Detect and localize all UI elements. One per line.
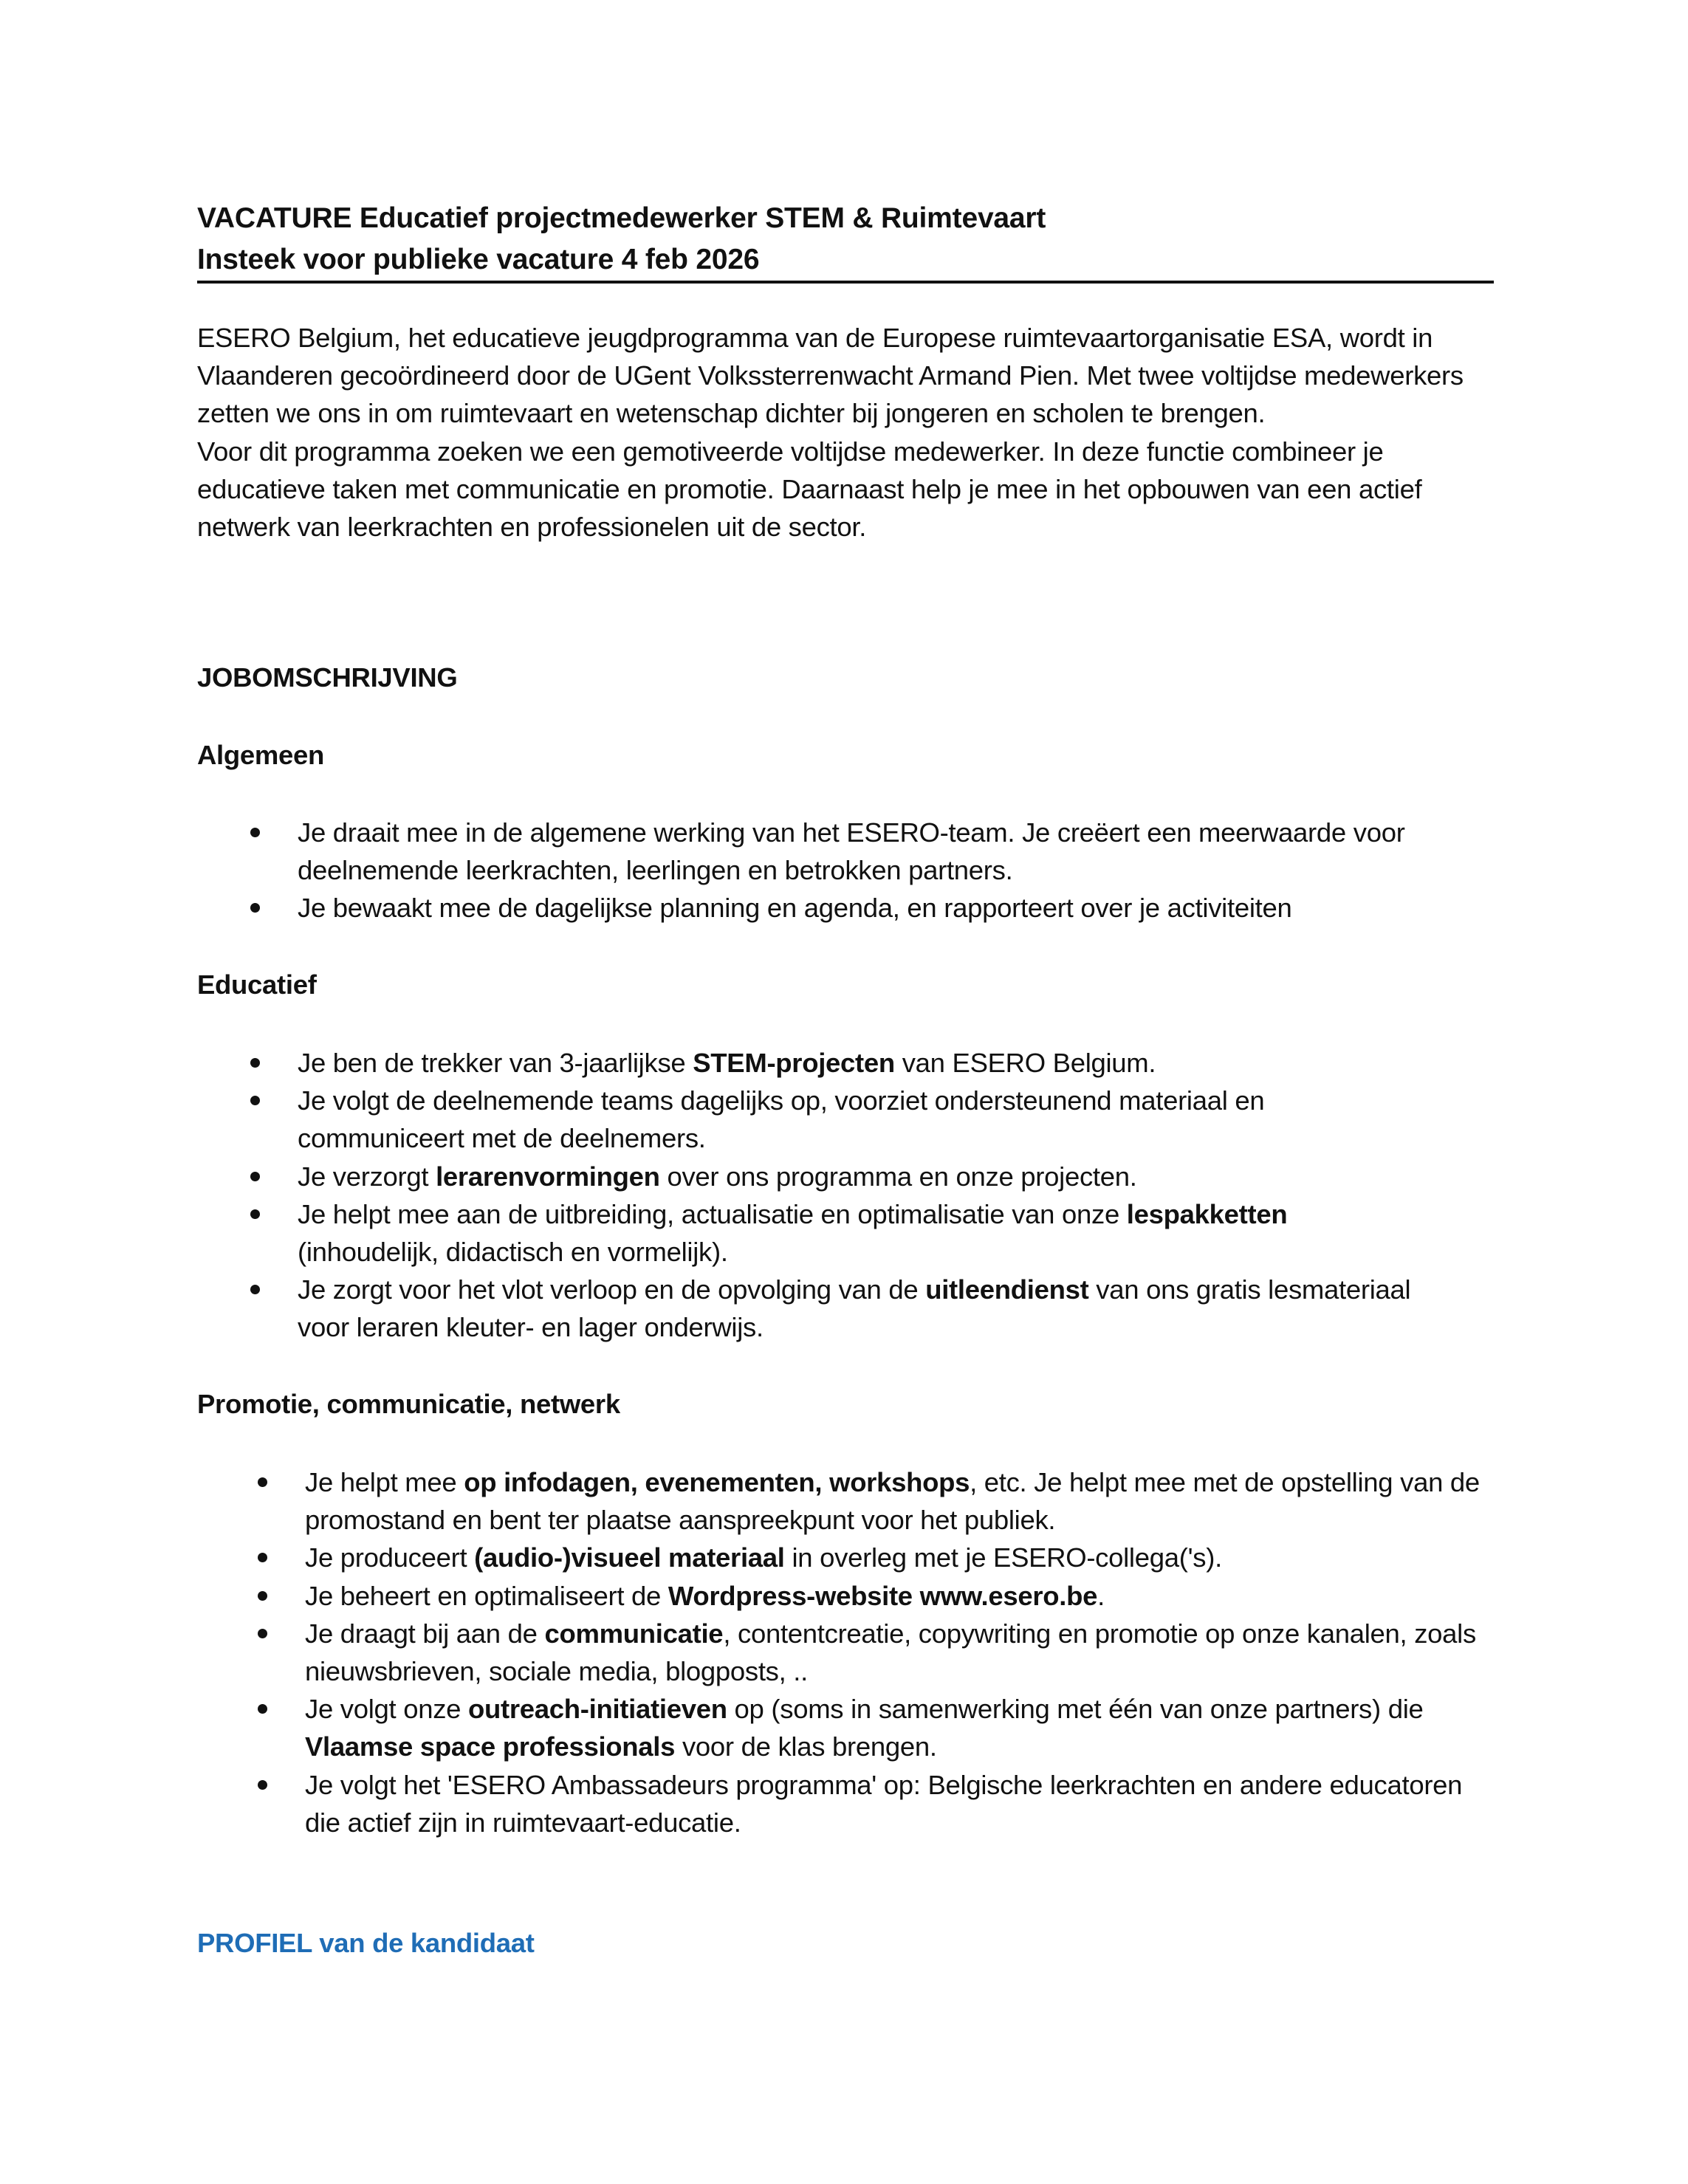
item-text: van ESERO Belgium. [894,1048,1156,1078]
item-text: Je helpt mee [305,1467,464,1497]
item-text: Je bewaakt mee de dagelijkse planning en agenda, en rapporteert over je activiteiten [298,893,1292,924]
item-text: Je ben de trekker van 3-jaarlijkse [298,1048,693,1078]
bullet-icon [258,1477,267,1487]
bullet-icon [258,1629,267,1638]
item-text: over ons programma en onze projecten. [659,1161,1137,1192]
emphasis-text: uitleendienst [925,1274,1089,1305]
item-text: Je beheert en optimaliseert de [305,1580,668,1611]
bullet-icon [258,1553,267,1562]
list-item [197,1195,1423,1271]
title-line-2: Insteek voor publieke vacature 4 feb 2026 [197,244,760,275]
bullet-icon [250,903,260,913]
list-item [197,814,1423,889]
item-text: (inhoudelijk, didactisch en vormelijk). [298,1237,728,1268]
list-item [197,1766,1482,1841]
item-text: Je draait mee in de algemene werking van het ESERO-team. Je creëert een meerwaarde voor deelnemende leerkrachten, leerlingen en betrokken partners. [298,817,1405,886]
item-text: Je volgt de deelnemende teams dagelijks op, voorziet ondersteunend materiaal en communiceert met de deelnemers. [298,1085,1265,1154]
section-heading-promotie: Promotie, communicatie, netwerk [197,1389,620,1419]
list-item [197,1271,1423,1346]
list-item [197,889,1423,927]
section-heading-educatief: Educatief [197,969,317,1000]
bullet-icon [250,828,260,837]
intro [197,319,1486,546]
emphasis-text: op infodagen, evenementen, workshops [464,1467,970,1497]
emphasis-text: outreach-initiatieven [468,1694,727,1725]
item-text: Je produceert [305,1542,475,1573]
emphasis-text: lespakketten [1126,1198,1288,1229]
jobomschrijving-heading: JOBOMSCHRIJVING [197,662,458,693]
profiel-heading: PROFIEL van de kandidaat [197,1928,535,1958]
list-item [197,1690,1482,1765]
list-item [197,1615,1482,1690]
emphasis-text: STEM-projecten [693,1048,895,1078]
list-item [197,1463,1482,1539]
item-text: op (soms in samenwerking met één van onze partners) die [727,1694,1424,1725]
item-text: Je zorgt voor het vlot verloop en de opvolging van de [298,1274,926,1305]
bullet-icon [250,1096,260,1105]
item-text: Je volgt onze [305,1694,469,1725]
list-item [197,1577,1482,1615]
list-item [197,1158,1423,1195]
emphasis-text: Vlaamse space professionals [305,1731,676,1762]
bullet-icon [258,1591,267,1601]
list-educatief [197,1044,1423,1347]
document-title [197,198,1493,281]
bullet-icon [250,1172,260,1181]
list-item [197,1082,1423,1157]
emphasis-text: Wordpress-website www.esero.be [668,1580,1098,1611]
bullet-icon [250,1285,260,1294]
list-item [197,1044,1423,1082]
item-text: Je volgt het 'ESERO Ambassadeurs programma' op: Belgische leerkrachten en andere educatoren die actief zijn in ruimtevaart-educatie. [305,1769,1463,1838]
title-divider [197,281,1494,284]
list-algemeen [197,814,1423,927]
item-text: Je helpt mee aan de uitbreiding, actualisatie en optimalisatie van onze [298,1198,1127,1229]
intro-paragraph-1: ESERO Belgium, het educatieve jeugdprogramma van de Europese ruimtevaartorganisatie ESA, wordt in Vlaanderen gecoördineerd door de UGent Volkssterrenwacht Armand Pien. Met twee voltijdse medewerkers zetten we ons in om ruimtevaart en wetenschap dichter bij jongeren en scholen te brengen. [197,323,1464,429]
section-heading-algemeen: Algemeen [197,740,325,770]
title-line-1: VACATURE Educatief projectmedewerker STEM & Ruimtevaart [197,202,1046,234]
bullet-icon [250,1058,260,1068]
list-item [197,1539,1482,1576]
item-text: voor de klas brengen. [675,1731,937,1762]
item-text: . [1097,1580,1105,1611]
intro-paragraph-2: Voor dit programma zoeken we een gemotiveerde voltijdse medewerker. In deze functie combineer je educatieve taken met communicatie en promotie. Daarnaast help je mee in het opbouwen van een actief netwerk van leerkrachten en professionelen uit de sector. [197,436,1422,543]
item-text: Je verzorgt [298,1161,436,1192]
bullet-icon [250,1209,260,1219]
bullet-icon [258,1780,267,1790]
item-text: , contentcreatie, copywriting en promotie op onze kanalen, zoals nieuwsbrieven, sociale media, blogposts, .. [305,1618,1476,1687]
list-promotie [197,1463,1482,1841]
item-text: Je draagt bij aan de [305,1618,545,1649]
item-text: , etc. Je helpt mee met de opstelling van de promostand en bent ter plaatse aanspreekpunt voor het publiek. [305,1467,1480,1536]
emphasis-text: lerarenvormingen [436,1161,660,1192]
emphasis-text: (audio-)visueel materiaal [474,1542,785,1573]
item-text: van ons gratis lesmateriaal voor leraren kleuter- en lager onderwijs. [298,1274,1411,1343]
bullet-icon [258,1704,267,1714]
emphasis-text: communicatie [544,1618,724,1649]
item-text: in overleg met je ESERO-collega('s). [784,1542,1222,1573]
